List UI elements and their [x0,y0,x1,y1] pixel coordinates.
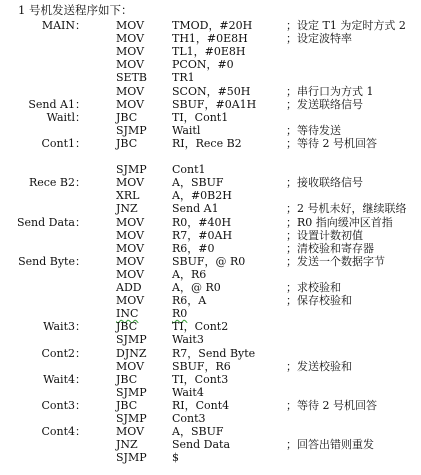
code-line [0,400,421,413]
code-line [0,256,421,269]
line-comment: ；保存校验和 [286,294,352,308]
code-line [0,46,421,59]
line-label: Rece B2： [28,176,86,190]
line-mnemonic: JNZ [116,438,138,452]
line-mnemonic: JBC [116,110,138,124]
line-label: Send Byte： [18,254,86,268]
code-line [0,295,421,308]
line-mnemonic: MOV [116,254,145,268]
line-mnemonic: SJMP [116,385,147,399]
line-operands: Cont1 [172,163,206,177]
line-operands: RI，Cont4 [172,398,230,412]
line-comment: ；设置计数初值 [286,228,363,242]
line-mnemonic: MOV [116,241,145,255]
line-mnemonic: JNZ [116,202,138,216]
line-operands: TI，Cont2 [172,320,229,334]
line-mnemonic: MOV [116,294,145,308]
line-operands: SBUF，#0A1H [172,97,257,111]
line-mnemonic: INC [116,307,139,321]
line-mnemonic: SJMP [116,123,147,137]
line-operands: R0 [172,307,188,321]
line-mnemonic: MOV [116,84,145,98]
code-line [0,72,421,85]
line-comment: ；等待 2 号机回答 [286,136,377,150]
line-operands: TMOD，#20H [172,19,253,32]
code-line [0,269,421,282]
line-comment: ；串行口为方式 1 [286,84,374,98]
line-operands: R7，#0AH [172,228,233,242]
code-line [0,452,421,465]
line-mnemonic: JBC [116,398,138,412]
line-label: Waitl： [46,110,86,124]
code-line [0,138,421,151]
line-comment: ；等待 2 号机回答 [286,398,377,412]
line-comment: ；R0 指向缓冲区首指 [286,215,393,229]
code-line [0,177,421,190]
line-mnemonic: MOV [116,267,145,281]
line-mnemonic: JBC [116,320,138,334]
line-operands: TH1，#0E8H [172,32,248,46]
line-operands: TI，Cont1 [172,110,229,124]
code-line [0,348,421,361]
line-mnemonic: MOV [116,97,145,111]
line-operands: TR1 [172,71,195,85]
code-line [0,439,421,452]
line-operands: $ [172,451,179,465]
line-mnemonic: MOV [116,58,145,72]
line-mnemonic: XRL [116,189,140,203]
line-label: Cont1： [41,136,86,150]
line-mnemonic: SJMP [116,451,147,465]
line-operands: A，R6 [172,267,207,281]
code-line [0,151,421,164]
line-comment: ；设定 T1 为定时方式 2 [286,19,406,32]
line-comment: ；2 号机未好，继续联络 [286,202,407,216]
line-label: Cont4： [41,425,86,439]
line-operands: Send A1 [172,202,219,216]
line-mnemonic: MOV [116,215,145,229]
code-line [0,243,421,256]
line-operands: Wait4 [172,385,204,399]
line-label: Send A1： [28,97,86,111]
line-comment: ；接收联络信号 [286,176,363,190]
line-operands: TL1，#0E8H [172,45,246,59]
line-mnemonic: MOV [116,176,145,190]
code-line [0,86,421,99]
line-comment: ；回答出错则重发 [286,438,374,452]
line-operands: A，SBUF [172,176,224,190]
code-line [0,20,421,33]
code-line [0,59,421,72]
document-heading: 1 号机发送程序如下： [18,3,133,17]
code-line [0,387,421,400]
code-line [0,321,421,334]
line-mnemonic: MOV [116,228,145,242]
line-operands: RI，Rece B2 [172,136,242,150]
line-comment: ；等待发送 [286,123,341,137]
line-mnemonic: MOV [116,359,145,373]
line-comment: ；发送校验和 [286,359,352,373]
line-operands: R0，#40H [172,215,232,229]
line-label: Send Data： [16,215,86,229]
line-label: Cont2： [41,346,86,360]
line-mnemonic: JBC [116,372,138,386]
line-mnemonic: SETB [116,71,147,85]
line-mnemonic: DJNZ [116,346,147,360]
line-mnemonic: MOV [116,45,145,59]
line-operands: TI，Cont3 [172,372,229,386]
code-line [0,33,421,46]
line-mnemonic: MOV [116,32,145,46]
line-mnemonic: MOV [116,425,145,439]
code-line [0,413,421,426]
code-line [0,217,421,230]
line-operands: A，#0B2H [172,189,232,203]
code-line [0,99,421,112]
code-line [0,308,421,321]
line-label: Wait4： [43,372,86,386]
line-operands: PCON，#0 [172,58,234,72]
code-line [0,282,421,295]
line-comment: ；求校验和 [286,281,341,294]
code-line [0,112,421,125]
line-label: MAIN： [41,19,86,32]
line-operands: Wait3 [172,333,204,347]
line-operands: R6，#0 [172,241,215,255]
line-comment: ；设定波特率 [286,32,352,46]
line-mnemonic: SJMP [116,163,147,177]
line-operands: R6，A [172,294,207,308]
line-operands: Waitl [172,123,201,137]
code-line [0,125,421,138]
line-mnemonic: SJMP [116,412,147,425]
code-line [0,374,421,387]
line-mnemonic: MOV [116,19,145,32]
line-operands: SBUF，R6 [172,359,231,373]
line-mnemonic: JBC [116,136,138,150]
code-line [0,230,421,243]
line-operands: R7，Send Byte [172,346,256,360]
line-operands: A，SBUF [172,425,224,439]
line-operands: A，@ R0 [172,281,221,294]
line-label: Wait3： [43,320,86,334]
line-operands: Send Data [172,438,231,452]
code-line [0,334,421,347]
code-line [0,203,421,216]
line-label: Cont3： [41,398,86,412]
line-operands: SBUF，@ R0 [172,254,246,268]
line-comment: ；发送一个数据字节 [286,254,385,268]
line-mnemonic: SJMP [116,333,147,347]
line-comment: ；发送联络信号 [286,97,363,111]
line-operands: SCON，#50H [172,84,251,98]
line-mnemonic: ADD [116,281,142,294]
code-line [0,361,421,374]
line-comment: ；清校验和寄存器 [286,241,374,255]
line-operands: Cont3 [172,412,206,425]
